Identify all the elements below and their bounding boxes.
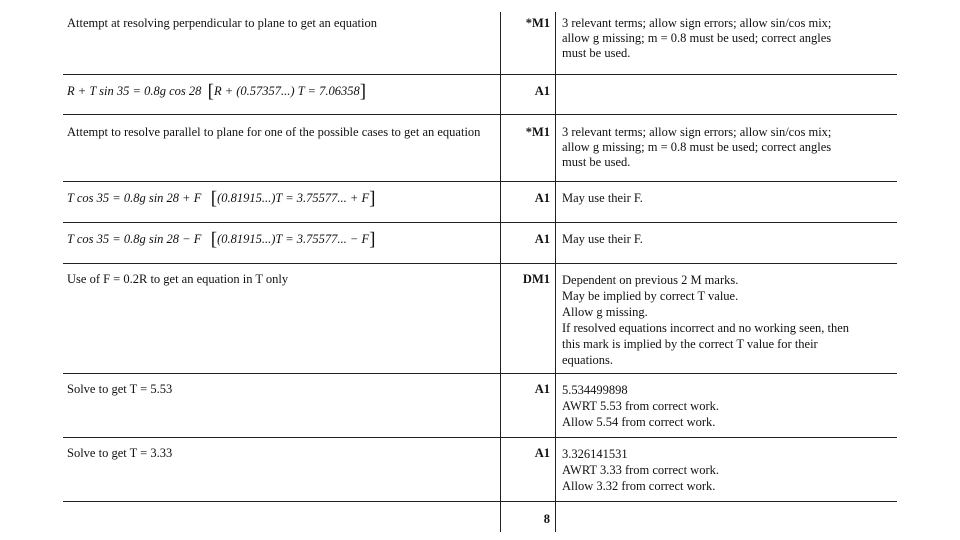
table-row	[63, 12, 897, 75]
row-notes	[556, 223, 897, 263]
row-equation: T cos 35 = 0.8g sin 28 − F [(0.81915...)T = 3.75577... − F]	[67, 229, 376, 250]
note-line: Allow 3.32 from correct work.	[562, 479, 716, 493]
working: R + (0.57357...) T = 7.06358	[213, 84, 360, 98]
row-mark: A1	[500, 75, 556, 114]
note-line: AWRT 3.33 from correct work.	[562, 463, 720, 477]
row-description: Use of F = 0.2R to get an equation in T only	[67, 272, 289, 286]
note-line: May use their F.	[562, 191, 643, 205]
working: (0.81915...)T = 3.75577... − F	[217, 232, 370, 246]
note-line: must be used.	[562, 46, 631, 60]
row-notes	[556, 374, 897, 437]
note-line: must be used.	[562, 155, 631, 169]
row-notes	[556, 502, 897, 532]
row-mark: A1	[500, 438, 556, 501]
row-description: Attempt to resolve parallel to plane for one of the possible cases to get an equation	[67, 125, 481, 139]
note-line: May be implied by correct T value.	[562, 289, 739, 303]
note-line: equations.	[562, 353, 614, 367]
note-line: 5.534499898	[562, 383, 628, 397]
equation: T cos 35 = 0.8g sin 28 + F	[67, 191, 202, 205]
table-row	[63, 115, 897, 182]
row-mark: A1	[500, 374, 556, 437]
row-notes	[556, 182, 897, 222]
row-mark: A1	[500, 223, 556, 263]
mark-scheme-table	[63, 12, 897, 532]
row-notes	[556, 115, 897, 181]
table-row	[63, 438, 897, 502]
equation: R + T sin 35 = 0.8g cos 28	[67, 84, 202, 98]
row-mark: *M1	[500, 115, 556, 181]
equation: T cos 35 = 0.8g sin 28 − F	[67, 232, 202, 246]
row-notes	[556, 264, 897, 373]
row-description: Solve to get T = 5.53	[67, 382, 173, 396]
row-notes	[556, 438, 897, 501]
note-line: May use their F.	[562, 232, 643, 246]
note-line: this mark is implied by the correct T value for their	[562, 337, 818, 351]
row-mark: DM1	[500, 264, 556, 373]
row-notes	[556, 75, 897, 114]
note-line: 3.326141531	[562, 447, 628, 461]
total-mark: 8	[500, 502, 556, 532]
working: (0.81915...)T = 3.75577... + F	[217, 191, 370, 205]
note-line: 3 relevant terms; allow sign errors; allow sin/cos mix;	[562, 16, 832, 30]
table-row	[63, 182, 897, 223]
row-mark: A1	[500, 182, 556, 222]
note-line: AWRT 5.53 from correct work.	[562, 399, 720, 413]
note-line: 3 relevant terms; allow sign errors; allow sin/cos mix;	[562, 125, 832, 139]
table-row	[63, 264, 897, 374]
row-description	[63, 502, 500, 532]
note-line: Allow g missing.	[562, 305, 648, 319]
row-equation: R + T sin 35 = 0.8g cos 28 [R + (0.57357...) T = 7.06358]	[67, 81, 367, 102]
note-line: If resolved equations incorrect and no working seen, then	[562, 321, 850, 335]
row-description: Solve to get T = 3.33	[67, 446, 173, 460]
note-line: Allow 5.54 from correct work.	[562, 415, 716, 429]
note-line: allow g missing; m = 0.8 must be used; correct angles	[562, 31, 832, 45]
table-row	[63, 374, 897, 438]
table-row	[63, 75, 897, 115]
row-notes	[556, 12, 897, 74]
note-line: Dependent on previous 2 M marks.	[562, 273, 739, 287]
row-mark: *M1	[500, 12, 556, 74]
note-line: allow g missing; m = 0.8 must be used; correct angles	[562, 140, 832, 154]
row-description: Attempt at resolving perpendicular to plane to get an equation	[67, 16, 377, 30]
table-row	[63, 223, 897, 264]
row-equation: T cos 35 = 0.8g sin 28 + F [(0.81915...)T = 3.75577... + F]	[67, 188, 376, 209]
table-row-total	[63, 502, 897, 532]
